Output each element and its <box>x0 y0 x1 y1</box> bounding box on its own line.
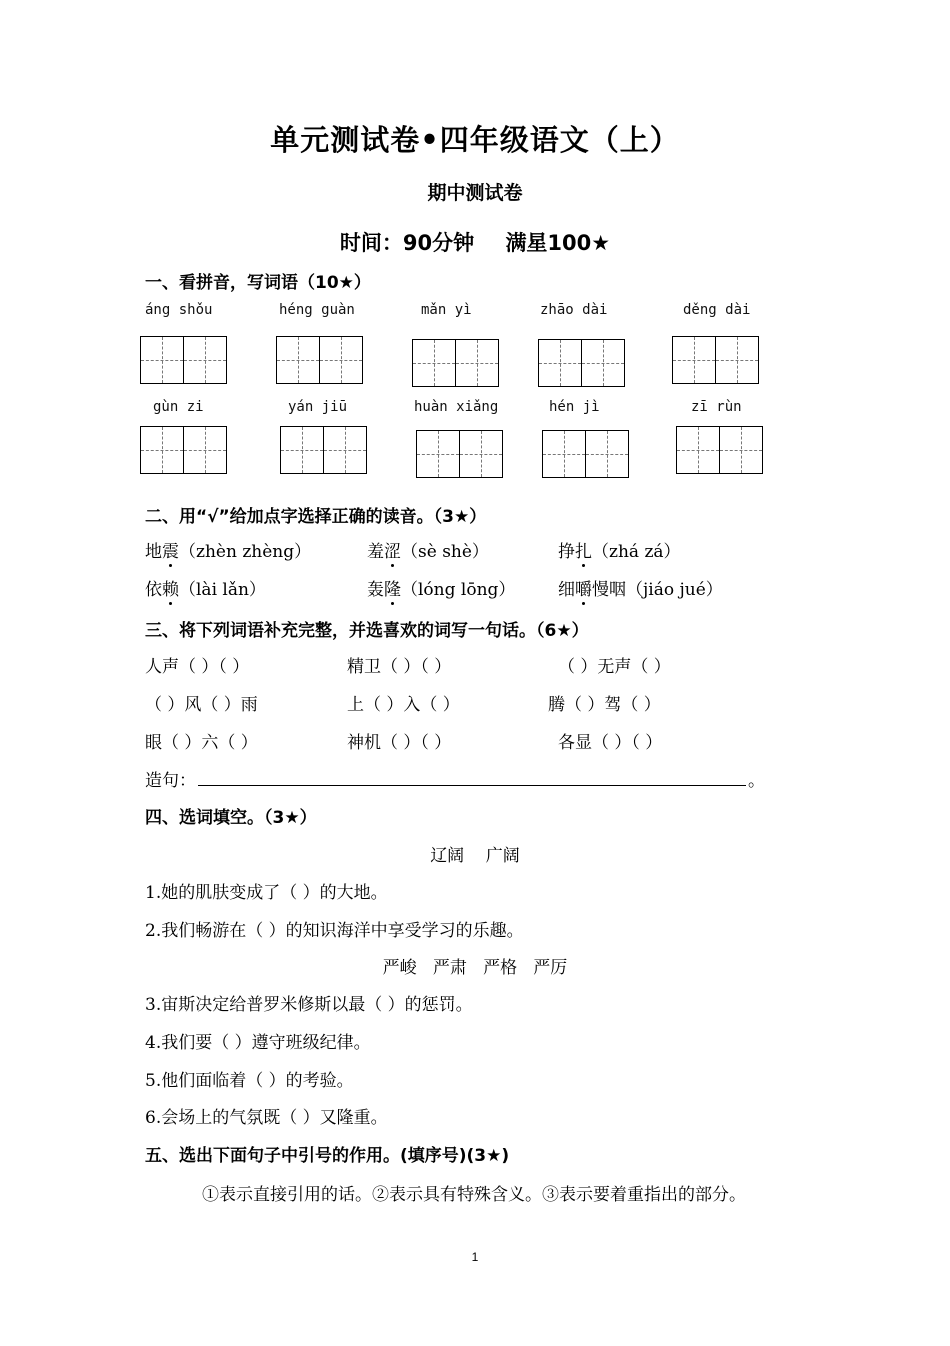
pinyin-label: áng shǒu <box>145 302 213 318</box>
reading-item[interactable] <box>145 537 311 562</box>
idiom-blank[interactable]: 眼（ ）六（ ） <box>145 733 258 753</box>
exam-time: 时间：90分钟 <box>339 231 475 255</box>
pinyin-label: hén jì <box>549 399 600 415</box>
char: 依 <box>145 580 162 600</box>
writing-grid[interactable] <box>542 430 629 478</box>
section4-heading: 四、选词填空。（3★） <box>145 808 317 828</box>
sentence-answer-line[interactable] <box>198 769 746 786</box>
fill-item[interactable]: 6.会场上的气氛既（ ）又隆重。 <box>145 1108 388 1128</box>
idiom-blank[interactable]: 各显（ ）（ ） <box>558 733 663 753</box>
dotted-char: 嚼 <box>575 580 592 600</box>
reading-item[interactable] <box>558 537 681 562</box>
dotted-char: 扎 <box>575 542 592 562</box>
pinyin-options[interactable]: （jiáo jué） <box>626 580 723 600</box>
char: 轰 <box>367 580 384 600</box>
writing-grid[interactable] <box>676 426 763 474</box>
writing-grid[interactable] <box>538 339 625 387</box>
pinyin-options[interactable]: （lài lǎn） <box>179 580 266 600</box>
pinyin-options[interactable]: （zhá zá） <box>592 542 681 562</box>
fill-item[interactable]: 2.我们畅游在（ ）的知识海洋中享受学习的乐趣。 <box>145 921 524 941</box>
exam-info <box>0 227 950 257</box>
fill-item[interactable]: 1.她的肌肤变成了（ ）的大地。 <box>145 883 388 903</box>
pinyin-label: děng dài <box>683 302 751 318</box>
pinyin-label: héng guàn <box>279 302 355 318</box>
writing-grid[interactable] <box>276 336 363 384</box>
word-choices: 辽阔 广阔 <box>430 846 520 866</box>
dotted-char: 涩 <box>384 542 401 562</box>
idiom-blank[interactable]: 精卫（ ）（ ） <box>347 657 452 677</box>
pinyin-label: zī rùn <box>691 399 742 415</box>
fill-item[interactable]: 4.我们要（ ）遵守班级纪律。 <box>145 1033 371 1053</box>
dotted-char: 隆 <box>384 580 401 600</box>
pinyin-options[interactable]: （lóng lōng） <box>401 580 516 600</box>
pinyin-options[interactable]: （sè shè） <box>401 542 489 562</box>
char: 地 <box>145 542 162 562</box>
sentence-label: 造句： <box>145 771 196 791</box>
writing-grid[interactable] <box>412 339 499 387</box>
char: 慢咽 <box>592 580 626 600</box>
reading-item[interactable] <box>367 575 515 600</box>
fill-item[interactable]: 3.宙斯决定给普罗米修斯以最（ ）的惩罚。 <box>145 995 473 1015</box>
char: 挣 <box>558 542 575 562</box>
fill-item[interactable]: 5.他们面临着（ ）的考验。 <box>145 1071 354 1091</box>
writing-grid[interactable] <box>280 426 367 474</box>
idiom-blank[interactable]: 上（ ）入（ ） <box>347 695 460 715</box>
exam-score: 满星100★ <box>505 231 611 255</box>
sentence-row <box>145 766 765 791</box>
idiom-blank[interactable]: 人声（ ）（ ） <box>145 657 250 677</box>
dotted-char: 赖 <box>162 580 179 600</box>
word-choices: 严峻 严肃 严格 严厉 <box>382 958 568 978</box>
section5-heading: 五、选出下面句子中引号的作用。(填序号)(3★) <box>145 1146 510 1166</box>
char: 羞 <box>367 542 384 562</box>
pinyin-label: yán jiū <box>288 399 348 415</box>
writing-grid[interactable] <box>672 336 759 384</box>
pinyin-options[interactable]: （zhèn zhèng） <box>179 542 312 562</box>
section3-heading: 三、将下列词语补充完整，并选喜欢的词写一句话。（6★） <box>145 621 589 641</box>
section2-heading: 二、用“√”给加点字选择正确的读音。（3★） <box>145 507 487 527</box>
quote-options: ①表示直接引用的话。②表示具有特殊含义。③表示要着重指出的部分。 <box>202 1185 746 1205</box>
pinyin-label: zhāo dài <box>540 302 608 318</box>
reading-item[interactable] <box>145 575 266 600</box>
page-number: 1 <box>471 1250 479 1264</box>
section1-heading: 一、看拼音，写词语（10★） <box>145 273 371 293</box>
reading-item[interactable] <box>558 575 723 600</box>
page-subtitle: 期中测试卷 <box>427 182 523 204</box>
idiom-blank[interactable]: （ ）无声（ ） <box>558 657 671 677</box>
writing-grid[interactable] <box>140 426 227 474</box>
reading-item[interactable] <box>367 537 489 562</box>
pinyin-label: mǎn yì <box>421 302 472 318</box>
char: 细 <box>558 580 575 600</box>
pinyin-label: huàn xiǎng <box>414 399 499 415</box>
idiom-blank[interactable]: （ ）风（ ）雨 <box>145 695 258 715</box>
page-title: 单元测试卷•四年级语文（上） <box>270 123 680 157</box>
pinyin-label: gùn zi <box>153 399 204 415</box>
sentence-end: 。 <box>748 771 765 791</box>
writing-grid[interactable] <box>416 430 503 478</box>
idiom-blank[interactable]: 腾（ ）驾（ ） <box>548 695 661 715</box>
idiom-blank[interactable]: 神机（ ）（ ） <box>347 733 452 753</box>
writing-grid[interactable] <box>140 336 227 384</box>
dotted-char: 震 <box>162 542 179 562</box>
